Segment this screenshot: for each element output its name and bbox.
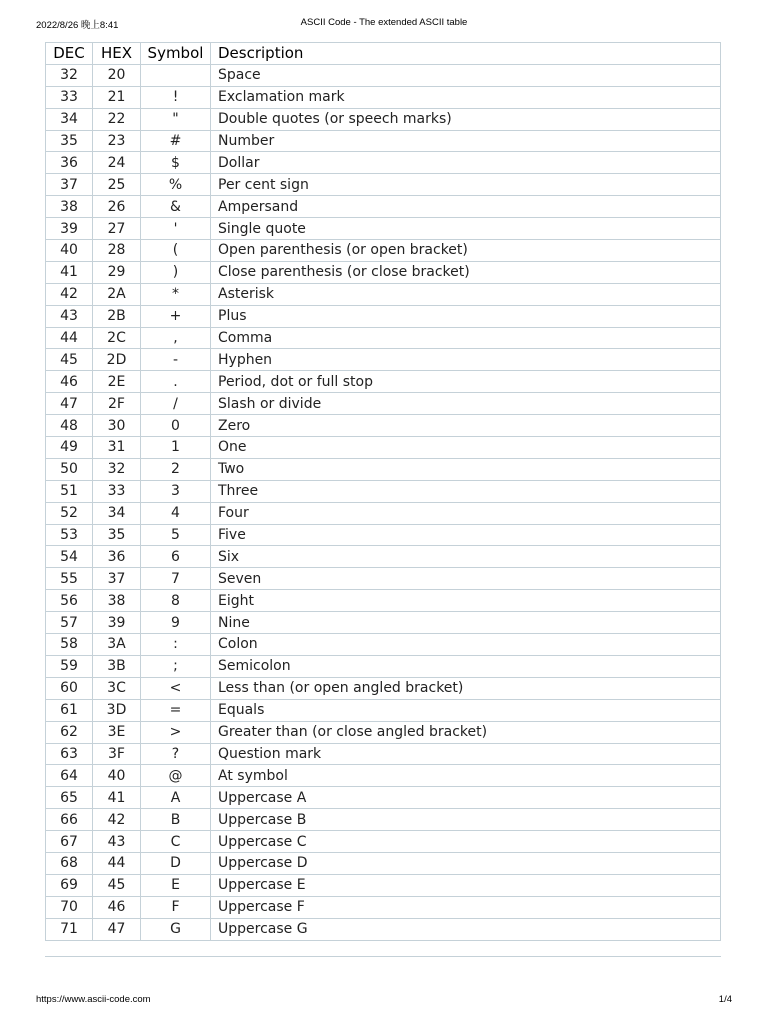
table-row (46, 831, 721, 853)
cell-description: At symbol (211, 765, 721, 787)
cell-hex: 30 (93, 415, 141, 437)
table-row (46, 261, 721, 283)
cell-symbol: > (141, 721, 211, 743)
cell-description: Less than (or open angled bracket) (211, 677, 721, 699)
cell-hex: 32 (93, 458, 141, 480)
cell-dec: 52 (46, 502, 93, 524)
cell-dec: 46 (46, 371, 93, 393)
cell-hex: 20 (93, 64, 141, 86)
cell-hex: 47 (93, 918, 141, 940)
cell-hex: 2C (93, 327, 141, 349)
cell-description: Uppercase E (211, 874, 721, 896)
cell-dec: 63 (46, 743, 93, 765)
cell-dec: 47 (46, 393, 93, 415)
cell-dec: 57 (46, 612, 93, 634)
cell-dec: 54 (46, 546, 93, 568)
cell-hex: 29 (93, 261, 141, 283)
cell-hex: 2E (93, 371, 141, 393)
column-header-dec: DEC (46, 43, 93, 65)
table-header-row (46, 43, 721, 65)
cell-dec: 33 (46, 86, 93, 108)
cell-description: Semicolon (211, 655, 721, 677)
table-row (46, 64, 721, 86)
table-row (46, 327, 721, 349)
source-url: https://www.ascii-code.com (36, 994, 151, 1005)
cell-symbol: 7 (141, 568, 211, 590)
cell-dec: 44 (46, 327, 93, 349)
cell-dec: 35 (46, 130, 93, 152)
cell-symbol: " (141, 108, 211, 130)
cell-dec: 58 (46, 634, 93, 656)
cell-symbol: 2 (141, 458, 211, 480)
cell-hex: 38 (93, 590, 141, 612)
cell-symbol: = (141, 699, 211, 721)
page-number: 1/4 (718, 994, 732, 1005)
table-row (46, 393, 721, 415)
cell-symbol: & (141, 196, 211, 218)
cell-description: Plus (211, 305, 721, 327)
cell-dec: 49 (46, 437, 93, 459)
cell-dec: 53 (46, 524, 93, 546)
cell-description: Double quotes (or speech marks) (211, 108, 721, 130)
cell-description: Exclamation mark (211, 86, 721, 108)
table-row (46, 590, 721, 612)
cell-description: Zero (211, 415, 721, 437)
cell-symbol (141, 64, 211, 86)
cell-dec: 71 (46, 918, 93, 940)
cell-description: Single quote (211, 218, 721, 240)
table-body (46, 64, 721, 940)
table-row (46, 371, 721, 393)
cell-description: Period, dot or full stop (211, 371, 721, 393)
cell-description: Seven (211, 568, 721, 590)
cell-dec: 67 (46, 831, 93, 853)
cell-hex: 3D (93, 699, 141, 721)
cell-hex: 2D (93, 349, 141, 371)
cell-hex: 28 (93, 240, 141, 262)
table-row (46, 896, 721, 918)
cell-description: Greater than (or close angled bracket) (211, 721, 721, 743)
table-row (46, 809, 721, 831)
cell-dec: 59 (46, 655, 93, 677)
table-row (46, 568, 721, 590)
cell-symbol: ; (141, 655, 211, 677)
cell-hex: 41 (93, 787, 141, 809)
cell-symbol: E (141, 874, 211, 896)
cell-hex: 25 (93, 174, 141, 196)
table-row (46, 787, 721, 809)
column-header-hex: HEX (93, 43, 141, 65)
table-row (46, 765, 721, 787)
table-row (46, 415, 721, 437)
cell-hex: 2F (93, 393, 141, 415)
table-row (46, 502, 721, 524)
cell-hex: 22 (93, 108, 141, 130)
cell-description: Eight (211, 590, 721, 612)
cell-symbol: : (141, 634, 211, 656)
cell-description: Uppercase A (211, 787, 721, 809)
table-row (46, 218, 721, 240)
cell-dec: 36 (46, 152, 93, 174)
cell-description: Three (211, 480, 721, 502)
cell-symbol: , (141, 327, 211, 349)
cell-symbol: ) (141, 261, 211, 283)
cell-dec: 50 (46, 458, 93, 480)
cell-dec: 41 (46, 261, 93, 283)
cell-hex: 45 (93, 874, 141, 896)
cell-description: Uppercase B (211, 809, 721, 831)
cell-symbol: 0 (141, 415, 211, 437)
cell-description: Colon (211, 634, 721, 656)
table-row (46, 437, 721, 459)
cell-symbol: ? (141, 743, 211, 765)
cell-hex: 2A (93, 283, 141, 305)
cell-symbol: ! (141, 86, 211, 108)
cell-symbol: . (141, 371, 211, 393)
cell-dec: 64 (46, 765, 93, 787)
cell-symbol: % (141, 174, 211, 196)
cell-symbol: 5 (141, 524, 211, 546)
cell-dec: 70 (46, 896, 93, 918)
cell-symbol: + (141, 305, 211, 327)
cell-dec: 42 (46, 283, 93, 305)
cell-symbol: A (141, 787, 211, 809)
cell-dec: 37 (46, 174, 93, 196)
cell-symbol: 3 (141, 480, 211, 502)
cell-symbol: 6 (141, 546, 211, 568)
cell-description: Slash or divide (211, 393, 721, 415)
cell-symbol: - (141, 349, 211, 371)
cell-hex: 31 (93, 437, 141, 459)
cell-symbol: @ (141, 765, 211, 787)
cell-description: One (211, 437, 721, 459)
cell-symbol: 9 (141, 612, 211, 634)
table-row (46, 546, 721, 568)
cell-description: Uppercase D (211, 852, 721, 874)
table-row (46, 677, 721, 699)
cell-dec: 61 (46, 699, 93, 721)
cell-dec: 45 (46, 349, 93, 371)
cell-description: Hyphen (211, 349, 721, 371)
cell-symbol: ( (141, 240, 211, 262)
cell-hex: 44 (93, 852, 141, 874)
cell-hex: 37 (93, 568, 141, 590)
cell-hex: 34 (93, 502, 141, 524)
cell-description: Four (211, 502, 721, 524)
cell-symbol: F (141, 896, 211, 918)
cell-dec: 60 (46, 677, 93, 699)
cell-symbol: ' (141, 218, 211, 240)
table-row (46, 108, 721, 130)
cell-description: Comma (211, 327, 721, 349)
table-row (46, 612, 721, 634)
cell-symbol: B (141, 809, 211, 831)
cell-dec: 69 (46, 874, 93, 896)
cell-hex: 3A (93, 634, 141, 656)
table-row (46, 524, 721, 546)
cell-description: Number (211, 130, 721, 152)
cell-dec: 56 (46, 590, 93, 612)
cell-hex: 26 (93, 196, 141, 218)
cell-dec: 43 (46, 305, 93, 327)
cell-hex: 21 (93, 86, 141, 108)
cell-symbol: 1 (141, 437, 211, 459)
column-header-symbol: Symbol (141, 43, 211, 65)
cell-hex: 24 (93, 152, 141, 174)
table-row (46, 305, 721, 327)
cell-symbol: D (141, 852, 211, 874)
table-row (46, 240, 721, 262)
cell-hex: 35 (93, 524, 141, 546)
cell-hex: 23 (93, 130, 141, 152)
print-datetime: 2022/8/26 晚上8:41 (36, 20, 119, 31)
cell-symbol: / (141, 393, 211, 415)
page-title: ASCII Code - The extended ASCII table (300, 17, 468, 28)
table-row (46, 918, 721, 940)
cell-description: Uppercase C (211, 831, 721, 853)
cell-hex: 40 (93, 765, 141, 787)
cell-hex: 39 (93, 612, 141, 634)
cell-symbol: 8 (141, 590, 211, 612)
cell-description: Uppercase G (211, 918, 721, 940)
table-row (46, 721, 721, 743)
cell-hex: 3B (93, 655, 141, 677)
cell-symbol: < (141, 677, 211, 699)
cell-description: Question mark (211, 743, 721, 765)
table-row (46, 174, 721, 196)
cell-dec: 68 (46, 852, 93, 874)
table-row (46, 480, 721, 502)
cell-dec: 48 (46, 415, 93, 437)
cell-description: Five (211, 524, 721, 546)
table-row (46, 458, 721, 480)
cell-hex: 2B (93, 305, 141, 327)
cell-description: Equals (211, 699, 721, 721)
cell-symbol: $ (141, 152, 211, 174)
cell-description: Per cent sign (211, 174, 721, 196)
cell-description: Ampersand (211, 196, 721, 218)
table-row (46, 152, 721, 174)
cell-dec: 55 (46, 568, 93, 590)
cell-description: Nine (211, 612, 721, 634)
cell-dec: 40 (46, 240, 93, 262)
table-row (46, 655, 721, 677)
table-row (46, 130, 721, 152)
cell-dec: 38 (46, 196, 93, 218)
cell-hex: 3F (93, 743, 141, 765)
cell-description: Close parenthesis (or close bracket) (211, 261, 721, 283)
cell-hex: 46 (93, 896, 141, 918)
cell-symbol: 4 (141, 502, 211, 524)
cell-dec: 39 (46, 218, 93, 240)
column-header-description: Description (211, 43, 721, 65)
table-row (46, 283, 721, 305)
cell-symbol: G (141, 918, 211, 940)
table-row (46, 86, 721, 108)
table-row (46, 699, 721, 721)
cell-symbol: # (141, 130, 211, 152)
cell-description: Two (211, 458, 721, 480)
cell-hex: 36 (93, 546, 141, 568)
table-row (46, 196, 721, 218)
cell-description: Open parenthesis (or open bracket) (211, 240, 721, 262)
cell-dec: 65 (46, 787, 93, 809)
cell-dec: 32 (46, 64, 93, 86)
page-divider (45, 956, 721, 957)
table-row (46, 874, 721, 896)
cell-hex: 27 (93, 218, 141, 240)
cell-description: Six (211, 546, 721, 568)
cell-description: Asterisk (211, 283, 721, 305)
cell-hex: 3E (93, 721, 141, 743)
cell-description: Dollar (211, 152, 721, 174)
cell-dec: 51 (46, 480, 93, 502)
table-row (46, 634, 721, 656)
table-row (46, 349, 721, 371)
cell-dec: 34 (46, 108, 93, 130)
cell-dec: 66 (46, 809, 93, 831)
table-row (46, 743, 721, 765)
cell-description: Space (211, 64, 721, 86)
ascii-table (45, 42, 721, 941)
cell-hex: 33 (93, 480, 141, 502)
cell-hex: 42 (93, 809, 141, 831)
cell-dec: 62 (46, 721, 93, 743)
cell-symbol: C (141, 831, 211, 853)
cell-hex: 43 (93, 831, 141, 853)
table-row (46, 852, 721, 874)
cell-description: Uppercase F (211, 896, 721, 918)
cell-symbol: * (141, 283, 211, 305)
cell-hex: 3C (93, 677, 141, 699)
